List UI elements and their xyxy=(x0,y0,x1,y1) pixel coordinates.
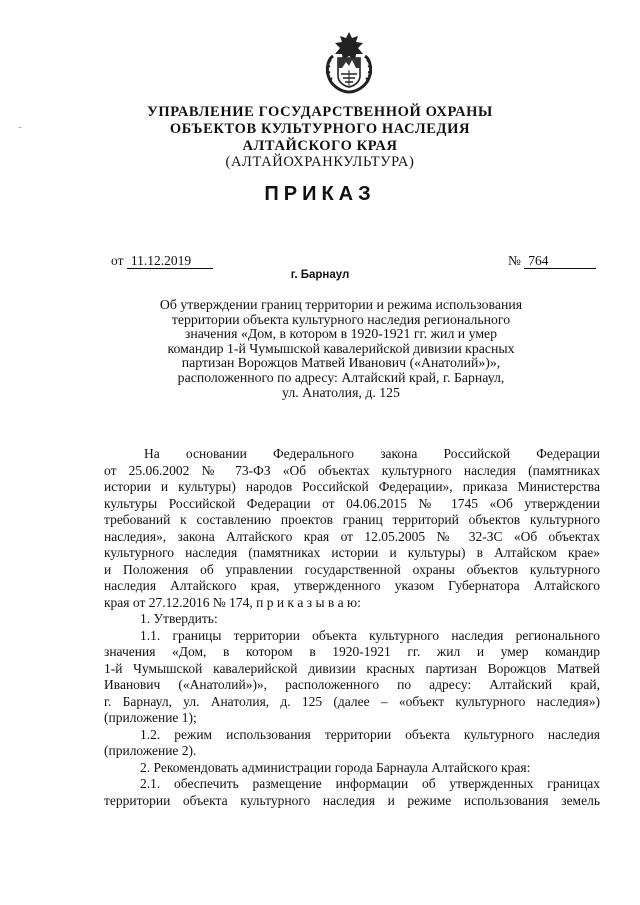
body-line: и Положения об управлении государственной охраны объектов культурного xyxy=(104,561,600,577)
subject-line: территории объекта культурного наследия регионального xyxy=(171,311,511,327)
body-line: (приложение 2). xyxy=(104,743,197,758)
body-line: наследия Алтайского края, утвержденного указом Губернатора Алтайского xyxy=(104,578,600,593)
body-line: (приложение 1); xyxy=(104,710,197,725)
body-line: На основании Федерального закона Российской Федерации xyxy=(144,446,600,461)
document-date: 11.12.2019 xyxy=(127,254,213,269)
body-line: 2. Рекомендовать администрации города Барнаула Алтайского края: xyxy=(140,759,531,775)
org-name-line-1: УПРАВЛЕНИЕ ГОСУДАРСТВЕННОЙ ОХРАНЫ xyxy=(147,104,493,120)
subject-line: ул. Анатолия, д. 125 xyxy=(282,384,400,400)
subject-line: партизан Ворожцов Матвей Иванович («Анатолий»)», xyxy=(181,355,501,371)
city: г. Барнаул xyxy=(290,269,350,281)
body-line: 1.1. границы территории объекта культурного наследия регионального xyxy=(140,627,600,643)
org-short-name: (АЛТАЙОХРАНКУЛЬТУРА) xyxy=(225,154,415,170)
body-line: культуры Российской Федерации от 04.06.2015 № 1745 «Об утверждении xyxy=(104,495,600,511)
body-line: 2.1. обеспечить размещение информации об утвержденных границах xyxy=(140,776,600,791)
document-title: ПРИКАЗ xyxy=(264,183,376,205)
body-line: от 25.06.2002 № 73-ФЗ «Об объектах культурного наследия (памятниках xyxy=(104,462,600,478)
body-line: 1-й Чумышской кавалерийской дивизии красных партизан Ворожцов Матвей xyxy=(104,660,600,676)
order-subject xyxy=(96,298,586,400)
body-line: значения «Дом, в котором в 1920-1921 гг. жил и умер командир xyxy=(104,644,600,659)
coat-of-arms-emblem xyxy=(319,30,379,94)
body-line: требований к составлению проектов границ территорий объектов культурного xyxy=(104,512,600,527)
subject-line: значения «Дом, в котором в 1920-1921 гг. жил и умер xyxy=(184,326,498,342)
body-line: территории объекта культурного наследия и режиме использования земель xyxy=(104,792,600,808)
margin-mark: - xyxy=(18,121,22,133)
date-prefix: от xyxy=(111,253,124,268)
body-line: 1.2. режим использования территории объекта культурного наследия xyxy=(140,726,600,742)
subject-line: Об утверждении границ территории и режима использования xyxy=(159,297,523,312)
body-line: 1. Утвердить: xyxy=(140,611,218,626)
document-number: 764 xyxy=(524,254,596,269)
body-line: края от 27.12.2016 № 174, п р и к а з ы в а ю: xyxy=(104,594,361,610)
body-line: Иванович («Анатолий»)», расположенного по адресу: Алтайский край, xyxy=(104,677,600,692)
subject-line: командир 1-й Чумышской кавалерийской дивизии красных xyxy=(167,340,515,356)
org-name-line-2: ОБЪЕКТОВ КУЛЬТУРНОГО НАСЛЕДИЯ xyxy=(169,121,471,137)
subject-line: расположенного по адресу: Алтайский край, г. Барнаул, xyxy=(177,369,505,385)
body-line: г. Барнаул, ул. Анатолия, д. 125 (далее – «объект культурного наследия») xyxy=(104,693,600,709)
body-line: наследия», закона Алтайского края от 12.05.2005 № 32-ЗС «Об объектах xyxy=(104,528,600,544)
number-line xyxy=(508,253,596,269)
number-prefix: № xyxy=(508,253,521,268)
date-line xyxy=(111,253,213,269)
body-line: культурного наследия (памятниках истории и культуры) в Алтайском крае» xyxy=(104,545,600,560)
order-body xyxy=(104,446,600,809)
org-name-line-3: АЛТАЙСКОГО КРАЯ xyxy=(242,138,398,154)
body-line: истории и культуры) народов Российской Федерации», приказа Министерства xyxy=(104,479,600,494)
